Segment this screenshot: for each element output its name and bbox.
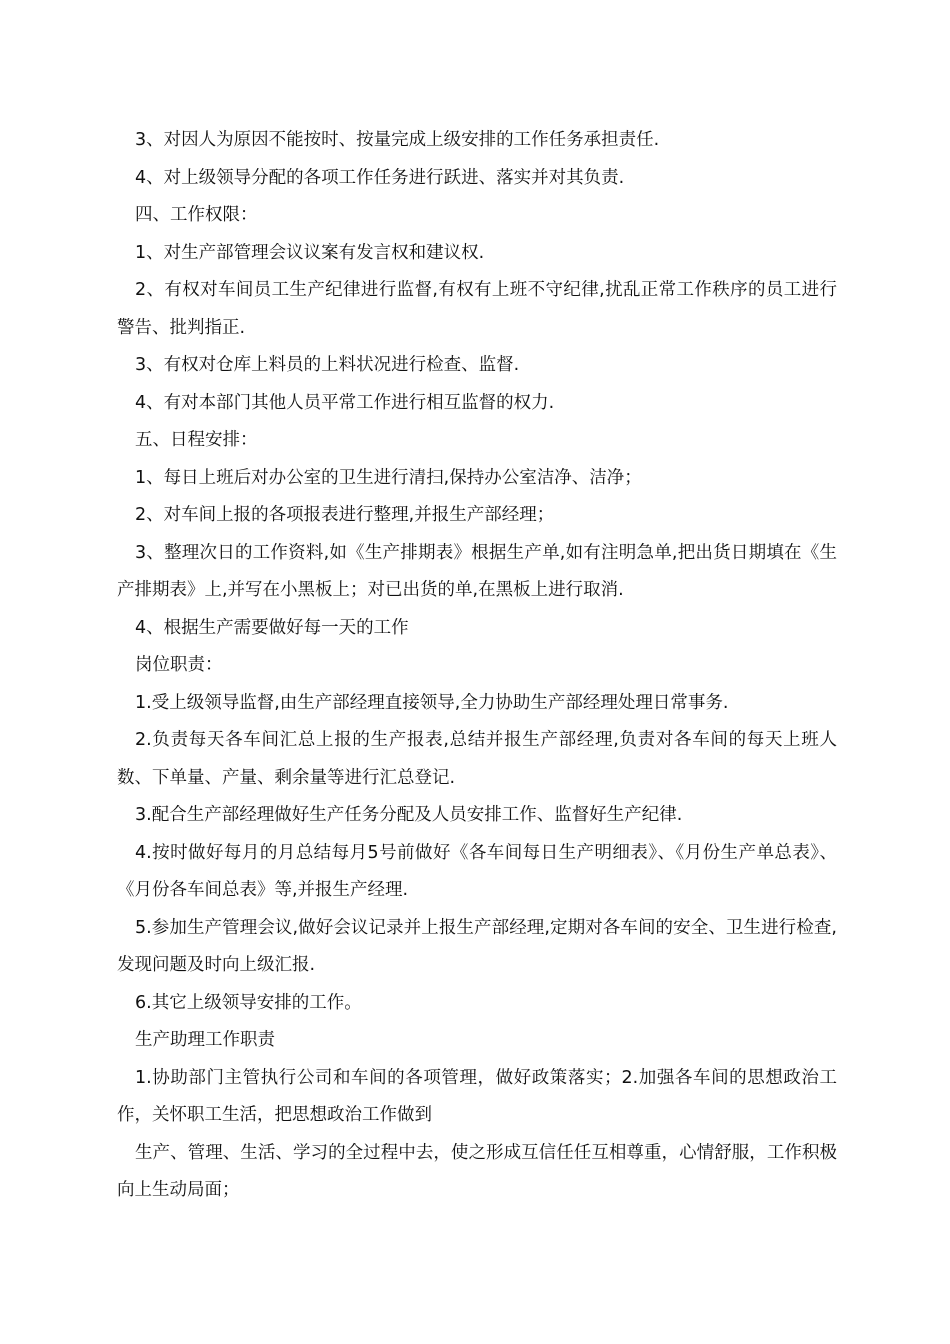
paragraph-5: 2、有权对车间员工生产纪律进行监督,有权有上班不守纪律,扰乱正常工作秩序的员工进行警告、批判指正.	[117, 280, 837, 338]
section-heading-permissions: 四、工作权限：	[135, 205, 258, 225]
paragraph-9: 1、每日上班后对办公室的卫生进行清扫,保持办公室洁净、洁净；	[135, 467, 642, 488]
paragraph-16: 3.配合生产部经理做好生产任务分配及人员安排工作、监督好生产纪律.	[135, 805, 683, 825]
paragraph-2: 4、对上级领导分配的各项工作任务进行跃进、落实并对其负责.	[135, 167, 625, 188]
paragraph-1: 3、对因人为原因不能按时、按量完成上级安排的工作任务承担责任.	[135, 130, 660, 150]
section-heading-schedule: 五、日程安排：	[135, 430, 258, 450]
paragraph-22: 生产、管理、生活、学习的全过程中去，使之形成互信任任互相尊重，心情舒服，工作积极向上生动局面；	[117, 1142, 837, 1200]
document-body	[117, 122, 837, 1210]
paragraph-11: 3、整理次日的工作资料,如《生产排期表》根据生产单,如有注明急单,把出货日期填在《生产排期表》上,并写在小黑板上；对已出货的单,在黑板上进行取消.	[117, 542, 837, 600]
paragraph-7: 4、有对本部门其他人员平常工作进行相互监督的权力.	[135, 392, 555, 413]
paragraph-18: 5.参加生产管理会议,做好会议记录并上报生产部经理,定期对各车间的安全、卫生进行检查,发现问题及时向上级汇报.	[117, 917, 837, 975]
paragraph-10: 2、对车间上报的各项报表进行整理,并报生产部经理；	[135, 505, 555, 525]
paragraph-14: 1.受上级领导监督,由生产部经理直接领导,全力协助生产部经理处理日常事务.	[135, 692, 729, 713]
paragraph-17: 4.按时做好每月的月总结每月5号前做好《各车间每日生产明细表》、《月份生产单总表》、《月份各车间总表》等,并报生产经理.	[117, 842, 837, 900]
paragraph-21: 1.协助部门主管执行公司和车间的各项管理，做好政策落实；2.加强各车间的思想政治工作，关怀职工生活，把思想政治工作做到	[117, 1067, 837, 1125]
paragraph-19: 6.其它上级领导安排的工作。	[135, 992, 362, 1013]
section-heading-duties: 岗位职责：	[135, 655, 223, 675]
paragraph-12: 4、根据生产需要做好每一天的工作	[135, 617, 409, 638]
paragraph-15: 2.负责每天各车间汇总上报的生产报表,总结并报生产部经理,负责对各车间的每天上班人数、下单量、产量、剩余量等进行汇总登记.	[117, 730, 837, 788]
section-heading-assistant-duties: 生产助理工作职责	[135, 1030, 275, 1050]
paragraph-6: 3、有权对仓库上料员的上料状况进行检查、监督.	[135, 355, 520, 375]
paragraph-4: 1、对生产部管理会议议案有发言权和建议权.	[135, 242, 485, 263]
